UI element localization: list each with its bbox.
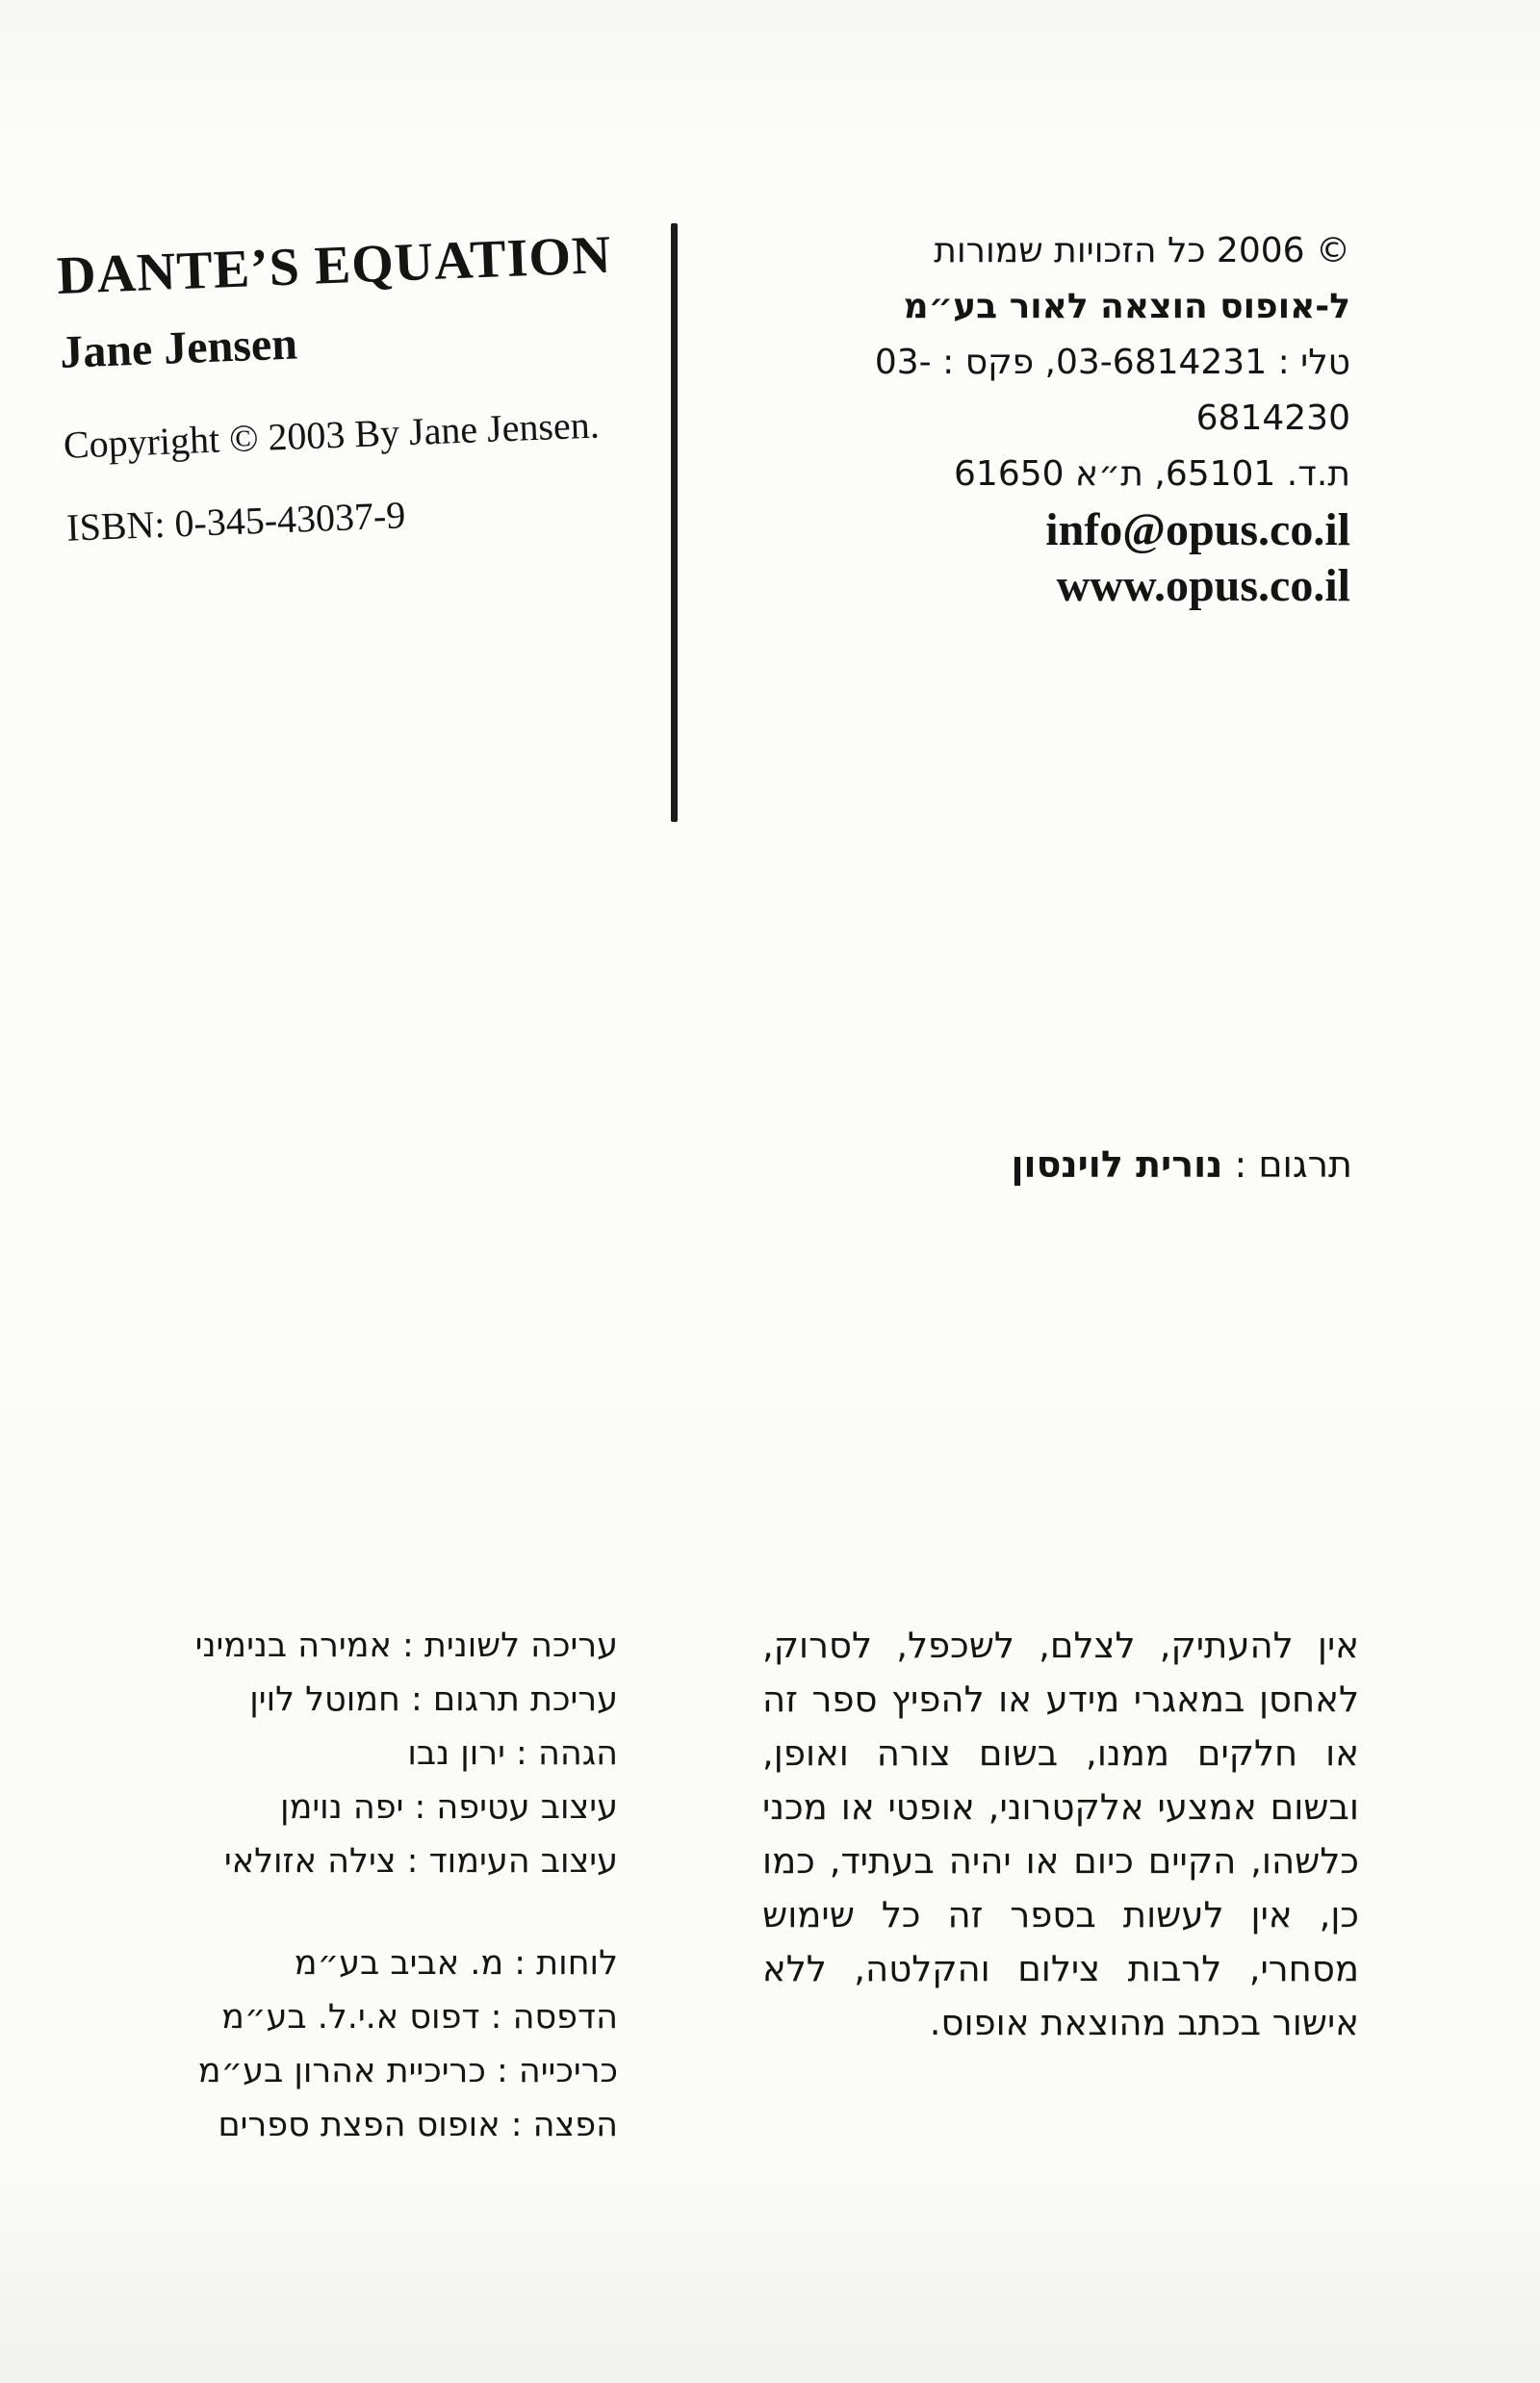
original-copyright: Copyright © 2003 By Jane Jensen. xyxy=(63,402,601,467)
publisher-info xyxy=(734,223,1350,614)
translator-name: נורית לוינסון xyxy=(1011,1143,1223,1186)
translation-label: תרגום : xyxy=(1234,1143,1352,1186)
vertical-divider xyxy=(671,223,678,822)
credit-line: הגהה : ירון נבו xyxy=(407,1734,618,1773)
credit-line: עריכה לשונית : אמירה בנימיני xyxy=(194,1627,618,1665)
english-edition-info xyxy=(56,221,683,551)
credit-line: הדפסה : דפוס א.י.ל. בע״מ xyxy=(221,1998,618,2037)
credit-line: עיצוב עטיפה : יפה נוימן xyxy=(280,1788,618,1827)
credits-spacer xyxy=(79,1888,618,1936)
credit-line: עיצוב העימוד : צילה אזולאי xyxy=(223,1842,618,1881)
publisher-email: info@opus.co.il xyxy=(1045,504,1350,555)
isbn: ISBN: 0-345-43037-9 xyxy=(65,492,407,550)
credit-line: הפצה : אופוס הפצת ספרים xyxy=(218,2106,618,2144)
production-credits xyxy=(79,1619,618,2152)
translator-line xyxy=(582,1136,1352,1193)
original-author: Jane Jensen xyxy=(59,318,298,379)
rights-reserved-line: © 2006 כל הזכויות שמורות xyxy=(934,231,1350,270)
credit-line: עריכת תרגום : חמוטל לוין xyxy=(249,1680,618,1719)
publisher-phone: טלי : 03-6814231, פקס : 03-6814230 xyxy=(874,343,1350,438)
credit-line: לוחות : מ. אביב בע״מ xyxy=(294,1944,618,1983)
rights-notice: אין להעתיק, לצלם, לשכפל, לסרוק, לאחסן במאגרי מידע או להפיץ ספר זה או חלקים ממנו, בשום צורה ואופן, ובשום אמצעי אלקטרוני, אופטי או מכני כלשהו, הקיים כיום או יהיה בעתיד, כמו כן, אין לעשות בספר זה כל שימוש מסחרי, לרבות צילום והקלטה, ללא אישור בכתב מהוצאת אופוס. xyxy=(762,1625,1359,2043)
credit-line: כריכייה : כריכיית אהרון בע״מ xyxy=(197,2052,618,2090)
publisher-name: ל-אופוס הוצאה לאור בע״מ xyxy=(903,287,1350,326)
publisher-website: www.opus.co.il xyxy=(1056,560,1350,611)
original-title: DANTE’S EQUATION xyxy=(56,224,613,306)
publisher-address: ת.ד. 65101, ת״א 61650 xyxy=(954,454,1350,494)
